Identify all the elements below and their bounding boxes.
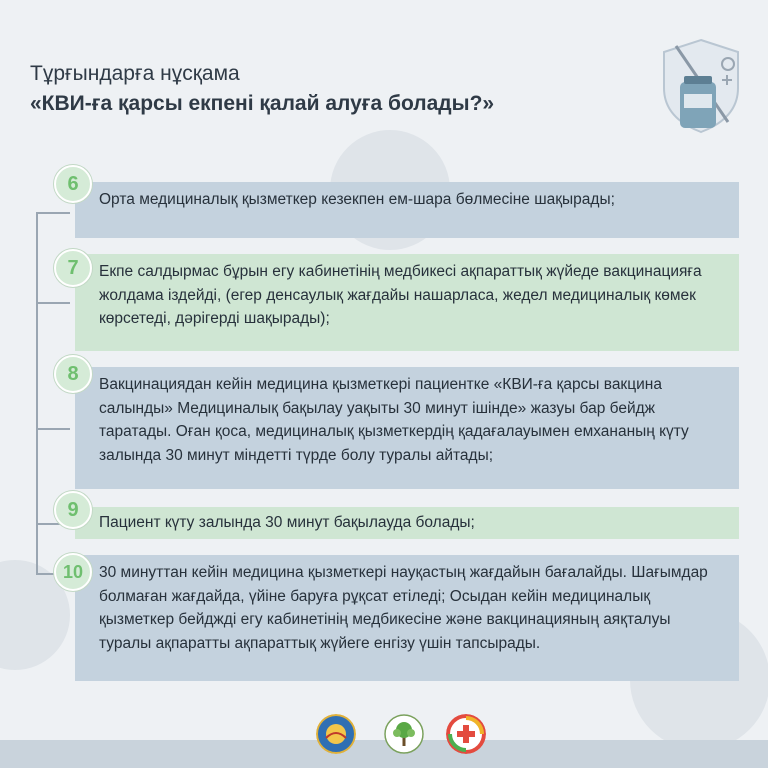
- step-7-box: [75, 254, 739, 351]
- step-10-box: [75, 555, 739, 681]
- footer-bar: [0, 740, 768, 768]
- step-connector-branch: [36, 302, 70, 304]
- step-8-number: 8: [54, 355, 92, 393]
- medical-cross-logo: [446, 714, 486, 754]
- step-6-number: 6: [54, 165, 92, 203]
- step-9-number: 9: [54, 491, 92, 529]
- step-9-text: Пациент күту залында 30 минут бақылауда болады;: [99, 514, 475, 531]
- emblem-logo: [316, 714, 356, 754]
- step-7-text: Екпе салдырмас бұрын егу кабинетінің медбикесі ақпараттық жүйеде вакцинацияға жолдама іздейді, (егер денсаулық жағдайы нашарласа, жедел медициналық көмек көрсетеді, дәрігерді шақырады);: [99, 263, 702, 327]
- step-10-text: 30 минуттан кейін медицина қызметкері науқастың жағдайын бағалайды. Шағымдар болмаған жағдайда, үйіне баруға рұқсат етіледі; Осыдан кейін медициналық қызметкер бейджді егу кабинетінің медбикесіне және вакцинацияның аяқталуы туралы ақпаратты ақпараттық жүйеге енгізу үшін тапсырады.: [99, 564, 708, 652]
- step-connector-branch: [36, 428, 70, 430]
- step-8-text: Вакцинациядан кейін медицина қызметкері пациентке «КВИ-ға қарсы вакцина салынды» Медициналық бақылау уақыты 30 минут ішінде» жазуы бар бейдж таратады. Оған қоса, медициналық қызметкердің қадағалауымен емхананың күту залында 30 минут міндетті түрде болу туралы айтады;: [99, 376, 689, 464]
- page-subtitle: Тұрғындарға нұсқама: [30, 62, 240, 85]
- step-8-box: [75, 367, 739, 489]
- step-connector-line: [36, 212, 38, 574]
- step-9-box: [75, 507, 739, 539]
- step-10-number: 10: [54, 553, 92, 591]
- vaccine-vial-syringe-icon: [658, 36, 744, 136]
- step-6-text: Орта медициналық қызметкер кезекпен ем-шара бөлмесіне шақырады;: [99, 191, 615, 208]
- step-6-box: [75, 182, 739, 238]
- page-title: «КВИ-ға қарсы екпені қалай алуға болады?»: [30, 92, 495, 115]
- tree-logo: [384, 714, 424, 754]
- step-connector-branch: [36, 212, 70, 214]
- step-7-number: 7: [54, 249, 92, 287]
